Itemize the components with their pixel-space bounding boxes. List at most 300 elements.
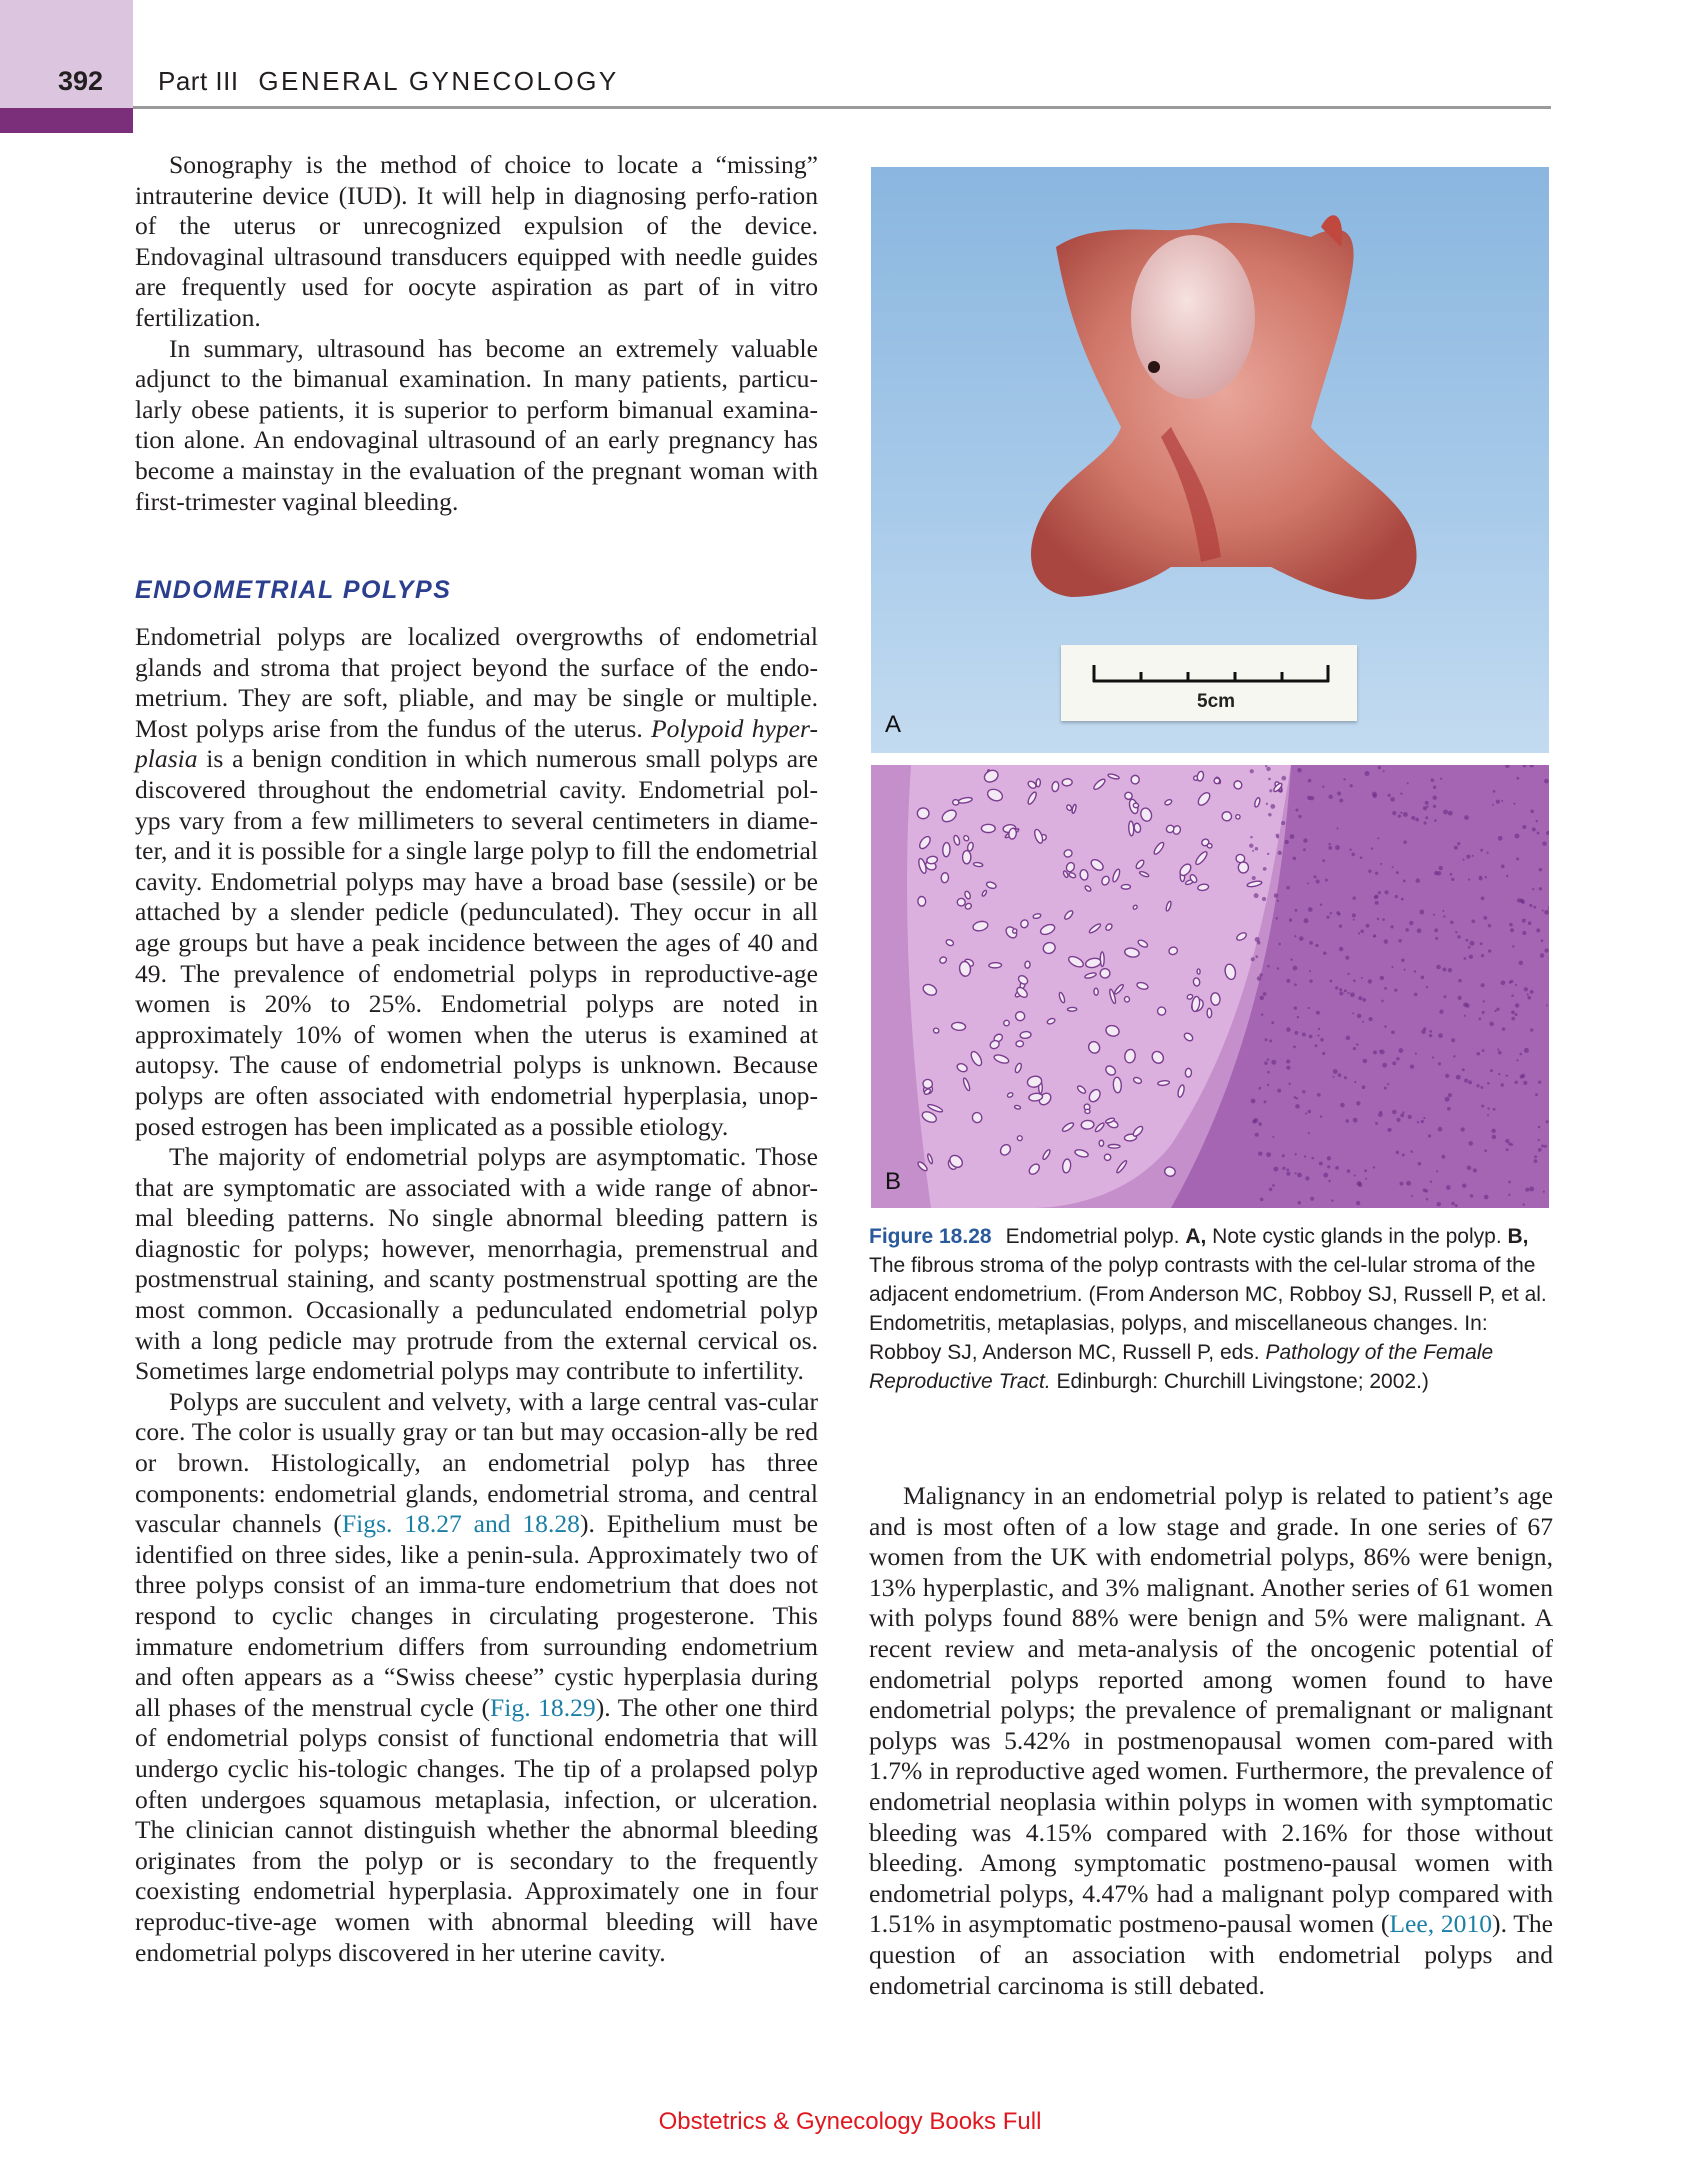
nucleus-dot <box>1485 876 1487 878</box>
nucleus-dot <box>1511 1017 1515 1021</box>
nucleus-dot <box>1522 931 1526 935</box>
right-body-text <box>869 1481 1553 2001</box>
nucleus-dot <box>1437 871 1442 876</box>
nucleus-dot <box>1451 1202 1455 1206</box>
scale-bar-label: 5cm <box>1197 691 1236 712</box>
nucleus-dot <box>1330 912 1332 914</box>
nucleus-dot <box>1400 812 1402 814</box>
caption-panel-a-marker: A, <box>1185 1225 1207 1248</box>
nucleus-dot <box>1466 855 1470 859</box>
paragraph <box>135 334 818 518</box>
nucleus-dot <box>1455 1204 1458 1207</box>
nucleus-dot <box>1520 1075 1524 1079</box>
nucleus-dot <box>1379 1111 1382 1114</box>
nucleus-dot <box>1358 932 1360 934</box>
section-title: GENERAL GYNECOLOGY <box>258 66 619 96</box>
nucleus-dot <box>1309 979 1312 982</box>
nucleus-dot <box>1489 1022 1494 1027</box>
nucleus-dot <box>1442 968 1446 972</box>
nucleus-dot <box>1350 784 1353 787</box>
nucleus-dot <box>1352 896 1355 899</box>
nucleus-dot <box>1396 1118 1400 1122</box>
nucleus-dot <box>1294 1096 1297 1099</box>
gland-mark <box>1104 1154 1111 1161</box>
nucleus-dot <box>1343 778 1345 780</box>
nucleus-dot <box>1285 840 1289 844</box>
nucleus-dot <box>1524 987 1528 991</box>
nucleus-dot <box>1530 1028 1533 1031</box>
nucleus-dot <box>1318 1028 1320 1030</box>
nucleus-dot <box>1286 1027 1290 1031</box>
nucleus-dot <box>1294 983 1297 986</box>
nucleus-dot <box>1511 994 1514 997</box>
nucleus-dot <box>1322 1052 1325 1055</box>
nucleus-dot <box>1527 993 1529 995</box>
nucleus-dot <box>1473 1168 1477 1172</box>
nucleus-dot <box>1517 898 1521 902</box>
gland-mark <box>1094 988 1099 995</box>
nucleus-dot <box>1387 1128 1391 1132</box>
nucleus-dot <box>1354 1174 1356 1176</box>
nucleus-dot <box>1267 853 1269 855</box>
nucleus-dot <box>1458 996 1462 1000</box>
nucleus-dot <box>1326 916 1329 919</box>
nucleus-dot <box>1417 1121 1419 1123</box>
nucleus-dot <box>1482 1011 1485 1014</box>
gland-mark <box>1085 1109 1090 1113</box>
nucleus-dot <box>1384 939 1388 943</box>
nucleus-dot <box>1496 1008 1499 1011</box>
nucleus-dot <box>1441 1155 1445 1159</box>
nucleus-dot <box>1374 895 1378 899</box>
nucleus-dot <box>1383 770 1385 772</box>
gland-mark <box>1197 969 1200 974</box>
nucleus-dot <box>1505 1139 1509 1143</box>
nucleus-dot <box>1421 976 1425 980</box>
nucleus-dot <box>1500 1083 1503 1086</box>
nucleus-dot <box>1501 865 1505 869</box>
figure-number: Figure 18.28 <box>869 1225 992 1248</box>
nucleus-dot <box>1541 1144 1544 1147</box>
nucleus-dot <box>1309 970 1311 972</box>
gland-mark <box>1124 792 1133 800</box>
italic-term: Polypoid hyper-plasia <box>135 713 818 774</box>
nucleus-dot <box>1529 904 1532 907</box>
nucleus-dot <box>1309 1035 1313 1039</box>
nucleus-dot <box>1529 1187 1534 1192</box>
nucleus-dot <box>1356 1101 1360 1105</box>
nucleus-dot <box>1527 996 1531 1000</box>
nucleus-dot <box>1272 1184 1275 1187</box>
text-run: ). The other one third of endometrial polyps consist of functional endometria that will undergo cyclic his-tologic changes. The tip of a prolapsed polyp often undergoes squamous metaplasia, infection, or ulceration. The clinician cannot distinguish whether the abnormal bleeding originates from the polyp or is secondary to the frequently coexisting endometrial hyperplasia. Approximately one in four reproduc-tive-age women with abnormal bleeding will have endometrial polyps discovered in her uterine cavity. <box>135 1692 818 1967</box>
nucleus-dot <box>1486 852 1488 854</box>
nucleus-dot <box>1515 1003 1519 1007</box>
nucleus-dot <box>1537 832 1540 835</box>
nucleus-dot <box>1257 976 1261 980</box>
nucleus-dot <box>1400 1113 1404 1117</box>
nucleus-dot <box>1361 977 1363 979</box>
nucleus-dot <box>1380 976 1384 980</box>
text-run: Sonography is the method of choice to locate a “missing” intrauterine device (IUD). It will help in diagnosing perfo-ration of the uterus or unrecognized expulsion of the device. Endovaginal ultrasound transducers equipped with needle guides are frequently used for oocyte aspiration as part of in vitro fertilization. <box>135 150 818 332</box>
figure-caption <box>869 1222 1549 1396</box>
nucleus-dot <box>1258 1087 1261 1090</box>
figure-reference-link[interactable]: Figs. 18.27 and 18.28 <box>341 1509 580 1539</box>
nucleus-dot <box>1394 989 1397 992</box>
nucleus-dot <box>1362 1021 1364 1023</box>
nucleus-dot <box>1354 1081 1356 1083</box>
nucleus-dot <box>1451 878 1454 881</box>
caption-text: Edinburgh: Churchill Livingstone; 2002.) <box>1050 1370 1429 1393</box>
nucleus-dot <box>1491 1129 1495 1133</box>
gland-mark <box>963 851 971 864</box>
nucleus-dot <box>1483 916 1487 920</box>
nucleus-dot <box>1290 958 1292 960</box>
nucleus-dot <box>1303 848 1306 851</box>
nucleus-dot <box>1453 1055 1455 1057</box>
nucleus-dot <box>1328 1180 1330 1182</box>
gland-mark <box>1128 821 1134 836</box>
nucleus-dot <box>1335 1166 1339 1170</box>
nucleus-dot <box>1509 923 1513 927</box>
caption-text: Note cystic glands in the polyp. <box>1206 1225 1508 1248</box>
nucleus-dot <box>1335 845 1340 850</box>
nucleus-dot <box>1506 1148 1509 1151</box>
nucleus-dot <box>1390 797 1395 802</box>
nucleus-dot <box>1282 1167 1285 1170</box>
nucleus-dot <box>1320 1038 1324 1042</box>
gland-mark <box>1185 1068 1192 1077</box>
nucleus-dot <box>1266 803 1268 805</box>
caption-book-title: Pathology of the Female Reproductive Tract. <box>869 1341 1494 1393</box>
nucleus-dot <box>1479 876 1481 878</box>
nucleus-dot <box>1433 795 1437 799</box>
nucleus-dot <box>1436 965 1441 970</box>
nucleus-dot <box>1488 924 1491 927</box>
nucleus-dot <box>1266 1152 1271 1157</box>
nucleus-dot <box>1530 990 1534 994</box>
nucleus-dot <box>1521 900 1525 904</box>
nucleus-dot <box>1471 919 1475 923</box>
nucleus-dot <box>1511 1011 1515 1015</box>
nucleus-dot <box>1364 771 1369 776</box>
nucleus-dot <box>1445 1074 1449 1078</box>
header-accent-strip <box>0 108 133 133</box>
caption-panel-b-marker: B, <box>1507 1225 1529 1248</box>
nucleus-dot <box>1419 909 1424 914</box>
nucleus-dot <box>1277 967 1280 970</box>
nucleus-dot <box>1252 850 1254 852</box>
nucleus-dot <box>1320 1115 1322 1117</box>
nucleus-dot <box>1362 1085 1366 1089</box>
nucleus-dot <box>1481 954 1484 957</box>
nucleus-dot <box>1278 943 1280 945</box>
nucleus-dot <box>1357 1181 1362 1186</box>
nucleus-dot <box>1260 1198 1264 1202</box>
nucleus-dot <box>1421 1120 1424 1123</box>
nucleus-dot <box>1272 1136 1274 1138</box>
gland-mark <box>1131 775 1140 784</box>
figure-reference-link[interactable]: Fig. 18.29 <box>490 1692 596 1722</box>
nucleus-dot <box>1426 1198 1429 1201</box>
nucleus-dot <box>1336 827 1338 829</box>
gland-mark <box>942 842 950 857</box>
nucleus-dot <box>1353 1047 1356 1050</box>
nucleus-dot <box>1308 1132 1310 1134</box>
nucleus-dot <box>1258 1122 1262 1126</box>
nucleus-dot <box>1274 893 1278 897</box>
nucleus-dot <box>1448 968 1452 972</box>
nucleus-dot <box>1506 1074 1508 1076</box>
nucleus-dot <box>1435 937 1438 940</box>
nucleus-dot <box>1286 979 1290 983</box>
nucleus-dot <box>1360 856 1363 859</box>
nucleus-dot <box>1297 1173 1302 1178</box>
nucleus-dot <box>1339 988 1342 991</box>
nucleus-dot <box>1401 898 1404 901</box>
nucleus-dot <box>1438 1062 1441 1065</box>
nucleus-dot <box>1310 1197 1314 1201</box>
nucleus-dot <box>1269 1039 1272 1042</box>
gland-mark <box>917 808 929 819</box>
nucleus-dot <box>1381 1000 1384 1003</box>
nucleus-dot <box>1403 879 1406 882</box>
nucleus-dot <box>1396 1151 1399 1154</box>
nucleus-dot <box>1415 1052 1417 1054</box>
nucleus-dot <box>1482 1049 1485 1052</box>
nucleus-dot <box>1506 875 1508 877</box>
nucleus-dot <box>1470 1194 1473 1197</box>
nucleus-dot <box>1353 1118 1358 1123</box>
nucleus-dot <box>1480 849 1483 852</box>
nucleus-dot <box>1541 939 1544 942</box>
nucleus-dot <box>1425 801 1429 805</box>
nucleus-dot <box>1308 1007 1310 1009</box>
nucleus-dot <box>1290 834 1295 839</box>
nucleus-dot <box>1266 767 1270 771</box>
nucleus-dot <box>1316 1011 1320 1015</box>
nucleus-dot <box>1387 1083 1389 1085</box>
nucleus-dot <box>1294 1031 1298 1035</box>
nucleus-dot <box>1325 879 1328 882</box>
nucleus-dot <box>1298 1201 1301 1204</box>
nucleus-dot <box>1458 979 1462 983</box>
nucleus-dot <box>1293 966 1298 971</box>
nucleus-dot <box>1328 846 1332 850</box>
nucleus-dot <box>1411 1195 1413 1197</box>
nucleus-dot <box>1498 836 1503 841</box>
nucleus-dot <box>1390 925 1393 928</box>
nucleus-dot <box>1410 1150 1413 1153</box>
gland-mark <box>1121 884 1130 889</box>
nucleus-dot <box>1425 816 1428 819</box>
nucleus-dot <box>1388 794 1391 797</box>
nucleus-dot <box>1297 768 1301 772</box>
nucleus-dot <box>1351 853 1354 856</box>
nucleus-dot <box>1352 1012 1354 1014</box>
nucleus-dot <box>1464 815 1469 820</box>
nucleus-dot <box>1454 846 1458 850</box>
nucleus-dot <box>1544 948 1548 952</box>
nucleus-dot <box>1328 843 1331 846</box>
nucleus-dot <box>1398 939 1402 943</box>
nucleus-dot <box>1542 910 1544 912</box>
nucleus-dot <box>1271 1060 1276 1065</box>
nucleus-dot <box>1294 1153 1296 1155</box>
nucleus-dot <box>1455 931 1457 933</box>
figure-reference-link[interactable]: Lee, 2010 <box>1389 1909 1493 1939</box>
nucleus-dot <box>1512 945 1514 947</box>
gland-mark <box>1016 1041 1024 1047</box>
nucleus-dot <box>1391 1030 1395 1034</box>
nucleus-dot <box>1375 901 1379 905</box>
nucleus-dot <box>1271 1021 1274 1024</box>
gland-mark <box>1238 862 1249 873</box>
nucleus-dot <box>1544 779 1549 784</box>
nucleus-dot <box>1457 842 1460 845</box>
nucleus-dot <box>1302 1032 1306 1036</box>
nucleus-dot <box>1375 872 1378 875</box>
nucleus-dot <box>1457 935 1460 938</box>
nucleus-dot <box>1448 1093 1452 1097</box>
nucleus-dot <box>1299 936 1304 941</box>
text-run: is a benign condition in which numerous small polyps are discovered throughout the endometrial cavity. Endometrial pol-yps vary from a few millimeters to several centimeters in diame-ter, and it is possible for a single large polyp to fill the endometrial cavity. Endometrial polyps may have a broad base (sessile) or be attached by a slender pedicle (pedunculated). They occur in all age groups but have a peak incidence between the ages of 40 and 49. The prevalence of endometrial polyps in reproductive-age women is 20% to 25%. Endometrial polyps are noted in approximately 10% of women when the uterus is examined at autopsy. The cause of endometrial polyps is unknown. Because polyps are often associated with endometrial hyperplasia, unop-posed estrogen has been implicated as a possible etiology. <box>135 744 818 1141</box>
nucleus-dot <box>1436 1170 1438 1172</box>
nucleus-dot <box>1268 813 1272 817</box>
gland-mark <box>1020 1031 1031 1039</box>
left-body-text <box>135 622 818 1968</box>
nucleus-dot <box>1322 859 1325 862</box>
text-run: Endometrial polyps are localized overgrowths of endometrial glands and stroma that project beyond the surface of the endo-metrium. They are soft, pliable, and may be single or multiple. Most polyps arise from the fundus of the uterus. <box>135 622 818 743</box>
nucleus-dot <box>1307 882 1309 884</box>
gland-mark <box>989 962 1002 968</box>
nucleus-dot <box>1400 1182 1404 1186</box>
nucleus-dot <box>1538 1139 1540 1141</box>
nucleus-dot <box>1308 1110 1312 1114</box>
nucleus-dot <box>1398 815 1401 818</box>
running-header <box>158 66 619 97</box>
nucleus-dot <box>1469 955 1473 959</box>
nucleus-dot <box>1496 800 1500 804</box>
nucleus-dot <box>1382 1063 1387 1068</box>
nucleus-dot <box>1316 879 1320 883</box>
nucleus-dot <box>1403 840 1407 844</box>
nucleus-dot <box>1544 910 1549 915</box>
nucleus-dot <box>1317 1093 1321 1097</box>
nucleus-dot <box>1261 1013 1263 1015</box>
nucleus-dot <box>1510 928 1514 932</box>
nucleus-dot <box>1379 1050 1381 1052</box>
nucleus-dot <box>1411 816 1415 820</box>
nucleus-dot <box>1263 867 1267 871</box>
nucleus-dot <box>1418 1162 1422 1166</box>
nucleus-dot <box>1278 851 1282 855</box>
header-rule <box>133 106 1551 109</box>
nucleus-dot <box>1328 795 1332 799</box>
nucleus-dot <box>1443 995 1446 998</box>
gland-mark <box>1100 952 1104 966</box>
nucleus-dot <box>1417 928 1422 933</box>
nucleus-dot <box>1464 957 1467 960</box>
nucleus-dot <box>1289 918 1292 921</box>
nucleus-dot <box>1380 863 1382 865</box>
nucleus-dot <box>1468 878 1470 880</box>
scale-bar-card <box>1061 645 1357 721</box>
nucleus-dot <box>1450 921 1454 925</box>
nucleus-dot <box>1294 1006 1298 1010</box>
nucleus-dot <box>1528 921 1532 925</box>
text-run: The majority of endometrial polyps are asymptomatic. Those that are symptomatic are associated with a wide range of abnor-mal bleeding patterns. No single abnormal bleeding pattern is diagnostic for polyps; however, menorrhagia, premenstrual and postmenstrual staining, and scanty postmenstrual spotting are the most common. Occasionally a pedunculated endometrial polyp with a long pedicle may protrude from the external cervical os. Sometimes large endometrial polyps may contribute to infertility. <box>135 1142 818 1386</box>
nucleus-dot <box>1414 993 1418 997</box>
nucleus-dot <box>1476 1052 1480 1056</box>
figure-panel-b-histology <box>871 765 1549 1208</box>
gland-mark <box>1025 961 1031 968</box>
nucleus-dot <box>1382 918 1385 921</box>
nucleus-dot <box>1494 1010 1496 1012</box>
histology-micrograph-image <box>871 765 1549 1208</box>
nucleus-dot <box>1302 1090 1305 1093</box>
nucleus-dot <box>1339 991 1343 995</box>
nucleus-dot <box>1484 1149 1487 1152</box>
nucleus-dot <box>1250 769 1254 773</box>
gland-mark <box>1124 996 1130 1002</box>
nucleus-dot <box>1434 819 1437 822</box>
nucleus-dot <box>1329 980 1332 983</box>
nucleus-dot <box>1322 785 1324 787</box>
nucleus-dot <box>1467 1166 1472 1171</box>
nucleus-dot <box>1392 1061 1396 1065</box>
nucleus-dot <box>1346 1036 1351 1041</box>
nucleus-dot <box>1508 1181 1511 1184</box>
nucleus-dot <box>1269 1188 1272 1191</box>
nucleus-dot <box>1323 951 1327 955</box>
nucleus-dot <box>1480 1086 1483 1089</box>
nucleus-dot <box>1470 941 1475 946</box>
nucleus-dot <box>1543 1191 1545 1193</box>
nucleus-dot <box>1515 1013 1518 1016</box>
nucleus-dot <box>1267 1071 1270 1074</box>
gland-mark <box>941 872 949 883</box>
gland-mark <box>918 896 926 906</box>
nucleus-dot <box>1414 970 1417 973</box>
nucleus-dot <box>1309 941 1313 945</box>
nucleus-dot <box>1534 1155 1537 1158</box>
nucleus-dot <box>1373 935 1376 938</box>
gland-mark <box>1003 1020 1010 1027</box>
nucleus-dot <box>1464 1015 1466 1017</box>
nucleus-dot <box>1253 1118 1258 1123</box>
nucleus-dot <box>1401 958 1405 962</box>
panel-label-b: B <box>885 1168 902 1195</box>
nucleus-dot <box>1258 1151 1262 1155</box>
nucleus-dot <box>1353 919 1355 921</box>
nucleus-dot <box>1539 868 1543 872</box>
nucleus-dot <box>1344 1076 1347 1079</box>
nucleus-dot <box>1464 1079 1468 1083</box>
nucleus-dot <box>1345 1119 1348 1122</box>
nucleus-dot <box>1398 1048 1403 1053</box>
nucleus-dot <box>1304 1155 1306 1157</box>
nucleus-dot <box>1502 1027 1505 1030</box>
footer-watermark: Obstetrics & Gynecology Books Full <box>658 2108 1042 2135</box>
nucleus-dot <box>1396 1057 1400 1061</box>
nucleus-dot <box>1468 1080 1472 1084</box>
nucleus-dot <box>1356 1043 1358 1045</box>
nucleus-dot <box>1451 1038 1455 1042</box>
nucleus-dot <box>1403 812 1408 817</box>
nucleus-dot <box>1423 806 1427 810</box>
nucleus-dot <box>1462 1184 1466 1188</box>
nucleus-dot <box>1267 1084 1269 1086</box>
